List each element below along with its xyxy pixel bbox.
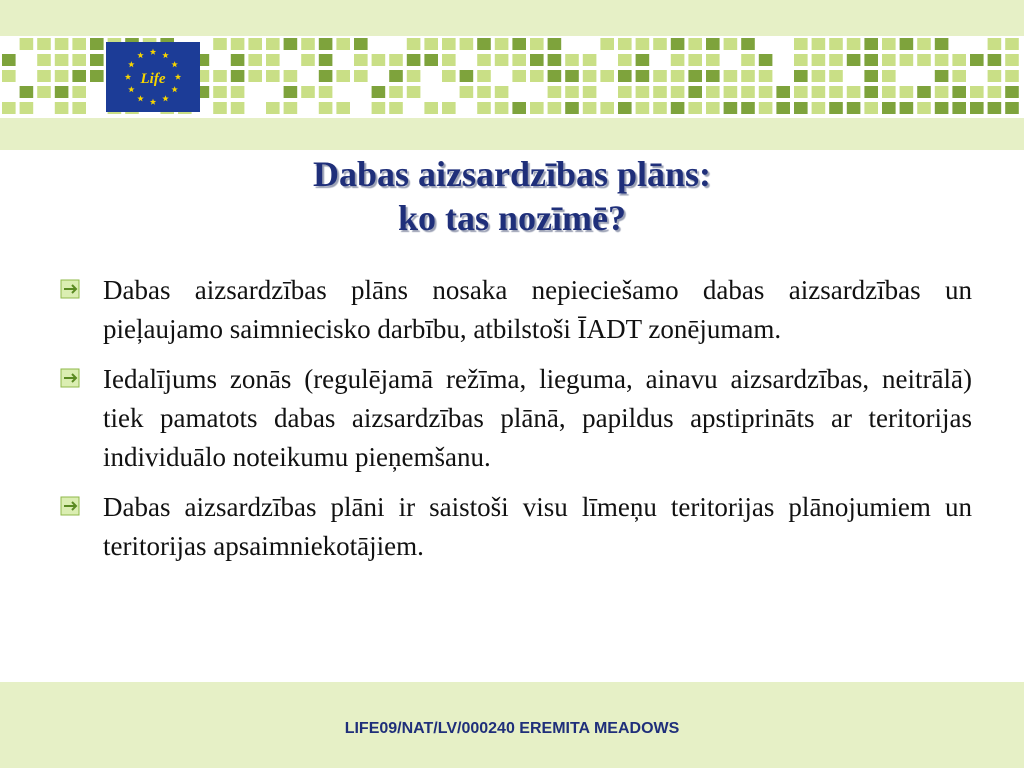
mosaic-tile <box>37 54 51 66</box>
mosaic-tile <box>565 54 579 66</box>
mosaic-tile <box>988 102 1002 114</box>
mosaic-tile <box>618 54 632 66</box>
mosaic-tile <box>812 54 826 66</box>
mosaic-tile <box>90 70 104 82</box>
mosaic-tile <box>988 86 1002 98</box>
mosaic-tile <box>653 86 667 98</box>
mosaic-tile <box>741 54 755 66</box>
mosaic-tile <box>724 70 738 82</box>
mosaic-tile <box>72 38 86 50</box>
mosaic-tile <box>917 102 931 114</box>
mosaic-tile <box>759 54 773 66</box>
mosaic-tile <box>37 38 51 50</box>
mosaic-tile <box>2 102 16 114</box>
mosaic-tile <box>477 54 491 66</box>
mosaic-tile <box>460 38 474 50</box>
mosaic-tile <box>407 54 421 66</box>
mosaic-tile <box>706 70 720 82</box>
mosaic-tile <box>389 102 403 114</box>
mosaic-tile <box>460 86 474 98</box>
mosaic-tile <box>248 54 262 66</box>
mosaic-tile <box>301 38 315 50</box>
mosaic-tile <box>319 102 333 114</box>
mosaic-tile <box>970 86 984 98</box>
mosaic-tile <box>284 86 298 98</box>
mosaic-tile <box>864 102 878 114</box>
mosaic-tile <box>372 54 386 66</box>
mosaic-tile <box>618 38 632 50</box>
mosaic-tile <box>653 70 667 82</box>
mosaic-tile <box>2 70 16 82</box>
mosaic-tile <box>864 54 878 66</box>
mosaic-tile <box>864 70 878 82</box>
mosaic-tile <box>847 86 861 98</box>
mosaic-tile <box>20 86 34 98</box>
mosaic-tile <box>266 38 280 50</box>
mosaic-tile <box>460 70 474 82</box>
mosaic-tile <box>336 38 350 50</box>
mosaic-tile <box>407 86 421 98</box>
mosaic-tile <box>565 102 579 114</box>
mosaic-tile <box>530 102 544 114</box>
mosaic-tile <box>671 86 685 98</box>
mosaic-tile <box>688 38 702 50</box>
mosaic-tile <box>583 54 597 66</box>
mosaic-tile <box>72 102 86 114</box>
mosaic-tile <box>935 70 949 82</box>
mosaic-tile <box>882 86 896 98</box>
mosaic-tile <box>442 38 456 50</box>
bullet-item <box>60 271 972 349</box>
mosaic-tile <box>530 38 544 50</box>
mosaic-tile <box>372 102 386 114</box>
mosaic-tile <box>407 70 421 82</box>
mosaic-tile <box>424 54 438 66</box>
mosaic-tile <box>935 102 949 114</box>
mosaic-tile <box>829 70 843 82</box>
mosaic-tile <box>424 38 438 50</box>
mosaic-tile <box>583 86 597 98</box>
mosaic-tile <box>847 38 861 50</box>
title-line-1: Dabas aizsardzības plāns: <box>312 154 712 194</box>
mosaic-tile <box>548 70 562 82</box>
mosaic-tile <box>636 38 650 50</box>
mosaic-tile <box>1005 102 1019 114</box>
mosaic-tile <box>266 70 280 82</box>
mosaic-tile <box>389 54 403 66</box>
mosaic-tile <box>900 86 914 98</box>
mosaic-tile <box>988 70 1002 82</box>
mosaic-tile <box>565 86 579 98</box>
mosaic-tile <box>248 70 262 82</box>
mosaic-tile <box>794 102 808 114</box>
eu-life-logo <box>106 42 200 112</box>
mosaic-tile <box>741 86 755 98</box>
mosaic-tile <box>2 54 16 66</box>
mosaic-tile <box>671 54 685 66</box>
mosaic-tile <box>935 86 949 98</box>
mosaic-tile <box>231 86 245 98</box>
arrow-bullet-icon <box>60 496 86 518</box>
mosaic-tile <box>37 70 51 82</box>
mosaic-tile <box>935 54 949 66</box>
mosaic-tile <box>970 102 984 114</box>
bullet-item <box>60 488 972 566</box>
mosaic-tile <box>583 70 597 82</box>
mosaic-tile <box>1005 38 1019 50</box>
page-title <box>0 152 1024 240</box>
mosaic-tile <box>706 86 720 98</box>
mosaic-tile <box>266 102 280 114</box>
footer-text: LIFE09/NAT/LV/000240 EREMITA MEADOWS <box>344 720 680 737</box>
mosaic-tile <box>530 54 544 66</box>
mosaic-tile <box>988 54 1002 66</box>
title-line-2: ko tas nozīmē? <box>398 198 626 238</box>
mosaic-tile <box>812 70 826 82</box>
mosaic-tile <box>671 38 685 50</box>
mosaic-tile <box>284 70 298 82</box>
arrow-bullet-icon <box>60 279 86 301</box>
mosaic-tile <box>952 102 966 114</box>
mosaic-tile <box>847 102 861 114</box>
mosaic-tile <box>812 102 826 114</box>
mosaic-tile <box>55 102 69 114</box>
mosaic-tile <box>1005 70 1019 82</box>
mosaic-tile <box>776 102 790 114</box>
mosaic-tile <box>935 38 949 50</box>
mosaic-tile <box>583 102 597 114</box>
mosaic-tile <box>495 86 509 98</box>
mosaic-tile <box>882 54 896 66</box>
mosaic-tile <box>231 54 245 66</box>
mosaic-tile <box>829 86 843 98</box>
mosaic-tile <box>882 38 896 50</box>
logo-text: Life <box>140 71 166 87</box>
mosaic-tile <box>759 86 773 98</box>
mosaic-tile <box>864 38 878 50</box>
mosaic-tile <box>55 86 69 98</box>
mosaic-tile <box>882 102 896 114</box>
bullet-text: Dabas aizsardzības plāni ir saistoši visu līmeņu teritorijas plānojumiem un teritorijas apsaimniekotājiem. <box>103 492 972 561</box>
mosaic-tile <box>477 38 491 50</box>
mosaic-tile <box>1005 86 1019 98</box>
mosaic-tile <box>266 54 280 66</box>
mosaic-tile <box>548 38 562 50</box>
mosaic-tile <box>952 54 966 66</box>
mosaic-tile <box>354 70 368 82</box>
mosaic-tile <box>37 86 51 98</box>
mosaic-tile <box>952 70 966 82</box>
mosaic-tile <box>688 70 702 82</box>
mosaic-tile <box>548 86 562 98</box>
mosaic-tile <box>794 86 808 98</box>
mosaic-tile <box>389 70 403 82</box>
mosaic-tile <box>618 70 632 82</box>
mosaic-tile <box>706 102 720 114</box>
mosaic-tile <box>917 86 931 98</box>
mosaic-tile <box>653 38 667 50</box>
mosaic-tile <box>530 70 544 82</box>
mosaic-tile <box>354 54 368 66</box>
mosaic-tile <box>794 54 808 66</box>
mosaic-tile <box>512 54 526 66</box>
mosaic-tile <box>477 86 491 98</box>
bullet-text: Iedalījums zonās (regulējamā režīma, lieguma, ainavu aizsardzības, neitrālā) tiek pamatots dabas aizsardzības plānā, papildus apstiprināts ar teritorijas individuālo noteikumu pieņemšanu. <box>103 364 972 472</box>
mosaic-tile <box>759 70 773 82</box>
mosaic-tile <box>794 38 808 50</box>
mosaic-tile <box>829 38 843 50</box>
bullet-text: Dabas aizsardzības plāns nosaka nepieciešamo dabas aizsardzības un pieļaujamo saimniecisko darbību, atbilstoši ĪADT zonējumam. <box>103 275 972 344</box>
mosaic-tile <box>72 86 86 98</box>
mosaic-tile <box>477 102 491 114</box>
mosaic-tile <box>759 102 773 114</box>
mosaic-tile <box>618 86 632 98</box>
mosaic-tile <box>55 54 69 66</box>
mosaic-tile <box>319 86 333 98</box>
mosaic-tile <box>20 38 34 50</box>
mosaic-tile <box>407 38 421 50</box>
mosaic-tile <box>372 86 386 98</box>
mosaic-tile <box>20 102 34 114</box>
mosaic-tile <box>495 102 509 114</box>
mosaic-tile <box>794 70 808 82</box>
mosaic-tile <box>55 38 69 50</box>
mosaic-tile <box>741 70 755 82</box>
mosaic-tile <box>724 102 738 114</box>
mosaic-tile <box>741 38 755 50</box>
mosaic-tile <box>688 102 702 114</box>
mosaic-tile <box>319 70 333 82</box>
mosaic-tile <box>512 102 526 114</box>
mosaic-tile <box>671 70 685 82</box>
mosaic-tile <box>618 102 632 114</box>
mosaic-tile <box>284 102 298 114</box>
mosaic-tile <box>512 38 526 50</box>
mosaic-tile <box>336 102 350 114</box>
mosaic-tile <box>636 70 650 82</box>
mosaic-tile <box>301 54 315 66</box>
mosaic-tile <box>231 38 245 50</box>
mosaic-tile <box>248 38 262 50</box>
mosaic-tile <box>917 38 931 50</box>
mosaic-tile <box>213 102 227 114</box>
mosaic-tile <box>600 102 614 114</box>
mosaic-tile <box>847 54 861 66</box>
mosaic-tile <box>565 70 579 82</box>
mosaic-tile <box>442 70 456 82</box>
mosaic-tile <box>900 54 914 66</box>
arrow-bullet-icon <box>60 368 86 390</box>
mosaic-tile <box>970 54 984 66</box>
mosaic-tile <box>917 54 931 66</box>
mosaic-tile <box>688 86 702 98</box>
mosaic-tile <box>653 102 667 114</box>
mosaic-tile <box>284 38 298 50</box>
mosaic-tile <box>671 102 685 114</box>
bullet-list <box>60 271 972 577</box>
mosaic-tile <box>812 38 826 50</box>
mosaic-tile <box>988 38 1002 50</box>
mosaic-tile <box>213 38 227 50</box>
mosaic-tile <box>354 38 368 50</box>
mosaic-tile <box>548 54 562 66</box>
mosaic-tile <box>1005 54 1019 66</box>
mosaic-tile <box>900 102 914 114</box>
mosaic-tile <box>812 86 826 98</box>
mosaic-tile <box>90 38 104 50</box>
mosaic-tile <box>90 54 104 66</box>
mosaic-tile <box>829 54 843 66</box>
mosaic-tile <box>741 102 755 114</box>
mosaic-tile <box>477 70 491 82</box>
mosaic-tile <box>231 70 245 82</box>
mosaic-tile <box>389 86 403 98</box>
mosaic-tile <box>636 102 650 114</box>
mosaic-tile <box>424 102 438 114</box>
mosaic-tile <box>724 86 738 98</box>
mosaic-tile <box>213 70 227 82</box>
mosaic-tile <box>706 54 720 66</box>
mosaic-tile <box>512 70 526 82</box>
mosaic-tile <box>952 86 966 98</box>
mosaic-tile <box>724 38 738 50</box>
mosaic-tile <box>72 54 86 66</box>
mosaic-tile <box>548 102 562 114</box>
mosaic-tile <box>776 86 790 98</box>
mosaic-tile <box>688 54 702 66</box>
mosaic-tile <box>495 54 509 66</box>
mosaic-tile <box>900 38 914 50</box>
mosaic-tile <box>600 70 614 82</box>
mosaic-tile <box>213 86 227 98</box>
bullet-item <box>60 360 972 477</box>
mosaic-tile <box>442 54 456 66</box>
mosaic-tile <box>231 102 245 114</box>
mosaic-tile <box>319 38 333 50</box>
mosaic-tile <box>319 54 333 66</box>
mosaic-tile <box>55 70 69 82</box>
mosaic-tile <box>829 102 843 114</box>
mosaic-tile <box>72 70 86 82</box>
mosaic-tile <box>442 102 456 114</box>
mosaic-tile <box>706 38 720 50</box>
mosaic-tile <box>636 54 650 66</box>
mosaic-tile <box>882 70 896 82</box>
mosaic-tile <box>301 86 315 98</box>
mosaic-tile <box>864 86 878 98</box>
mosaic-tile <box>495 38 509 50</box>
mosaic-tile <box>636 86 650 98</box>
mosaic-tile <box>600 38 614 50</box>
mosaic-tile <box>336 70 350 82</box>
